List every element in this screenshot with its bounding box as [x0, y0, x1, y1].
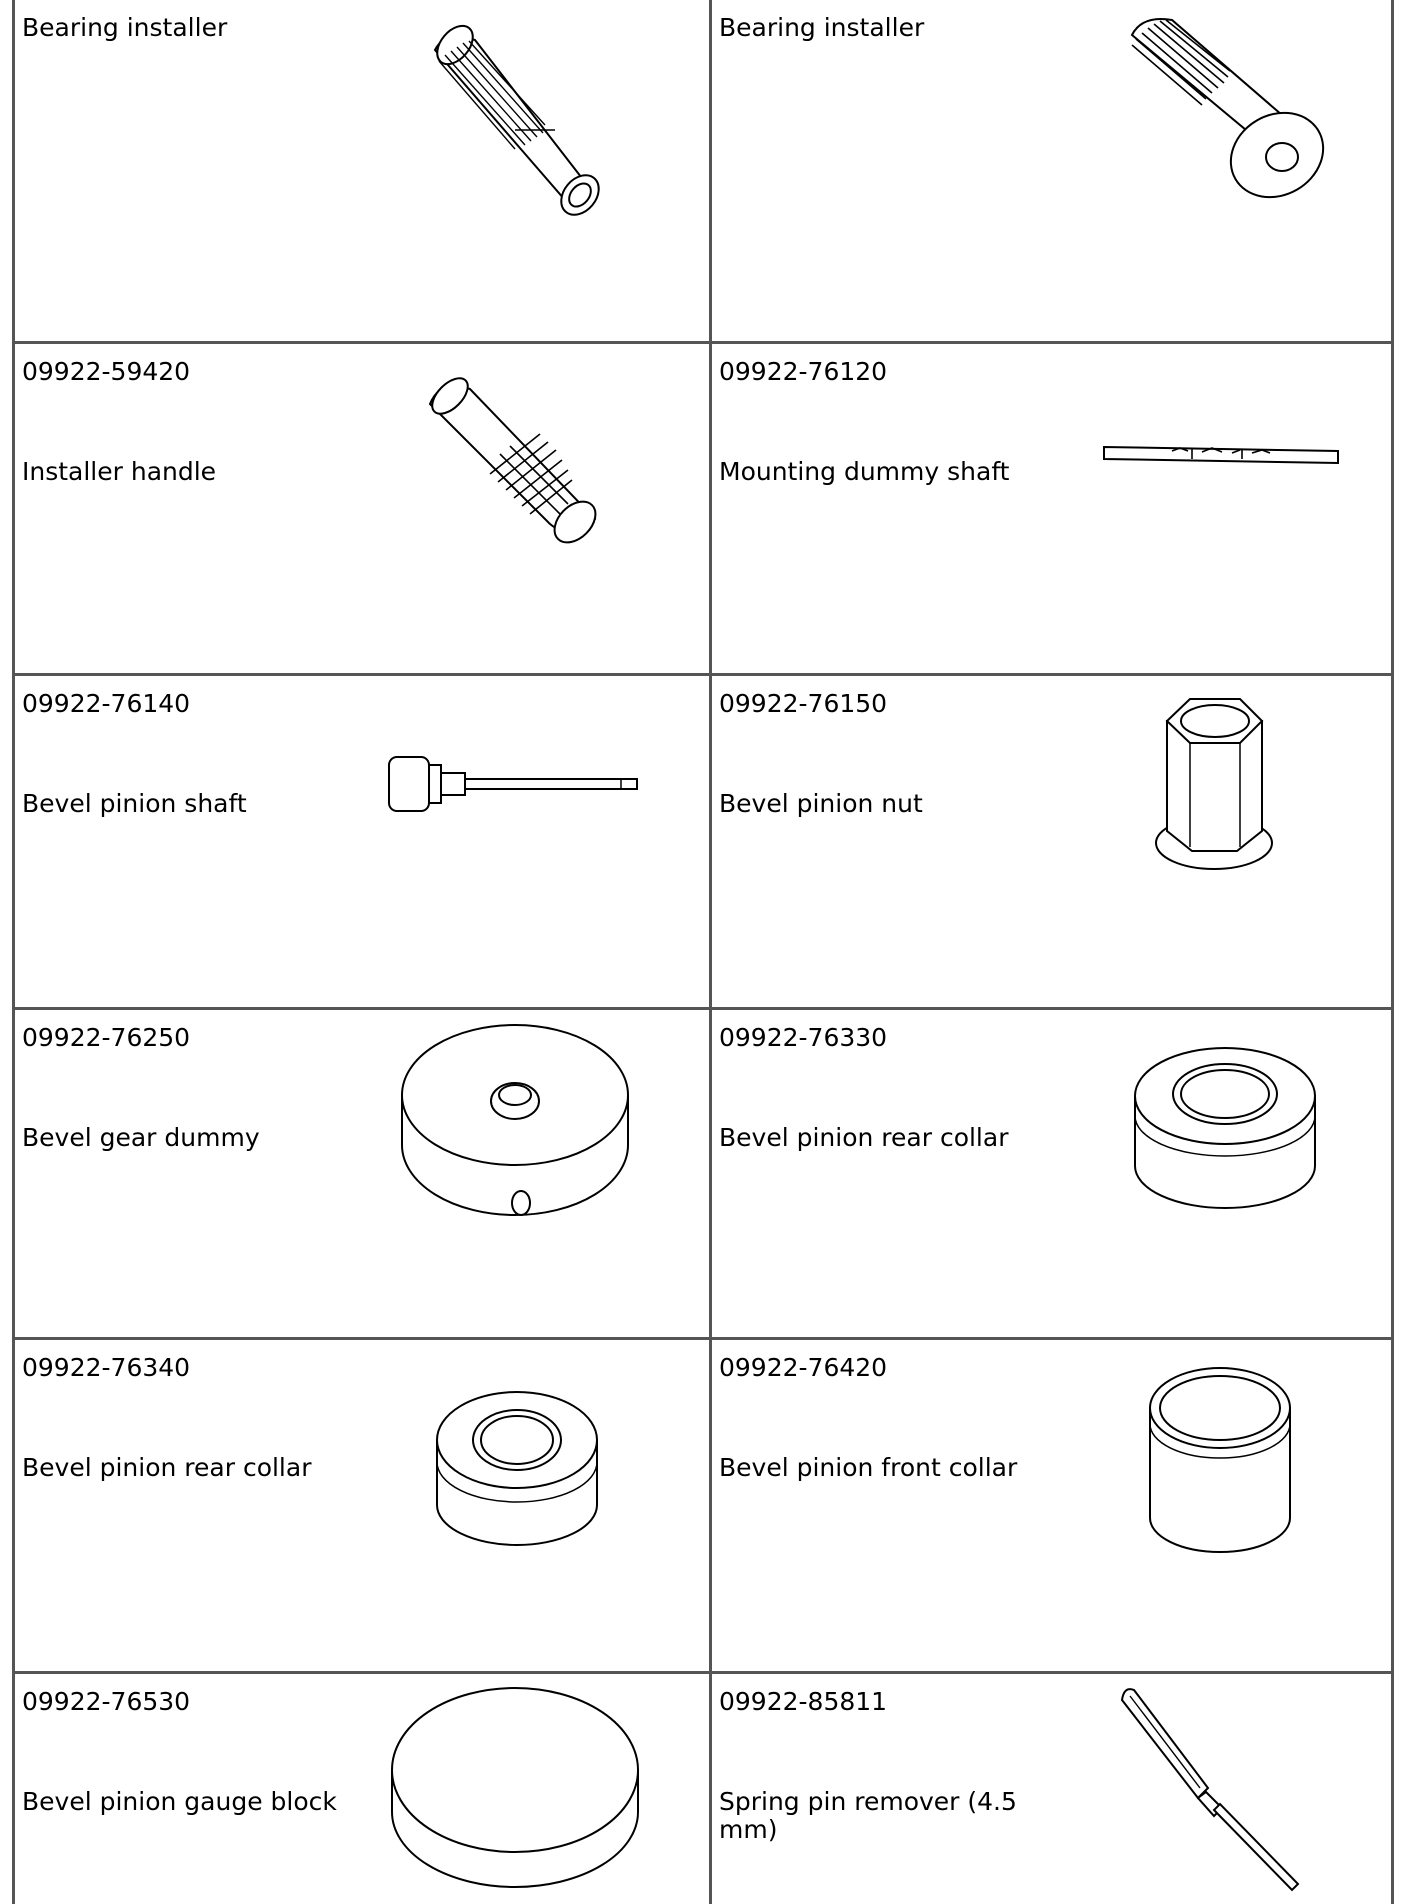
- tool-name: Installer handle: [22, 457, 217, 486]
- spring-pin-remover-icon: [1110, 1680, 1310, 1900]
- tool-cell-09922-76120: [712, 344, 1391, 676]
- part-number: 09922-76530: [22, 1687, 191, 1716]
- tool-name: Bevel pinion rear collar: [22, 1453, 312, 1482]
- rear-collar-icon: [1130, 1038, 1320, 1218]
- tool-cell-09922-76140: [15, 676, 712, 1010]
- part-number: 09922-76330: [719, 1023, 888, 1052]
- tool-cell-bearing-installer-1: [15, 0, 712, 344]
- part-number: 09922-59420: [22, 357, 191, 386]
- gauge-block-icon: [387, 1680, 643, 1894]
- tool-name: Bevel pinion rear collar: [719, 1123, 1009, 1152]
- bearing-installer-flanged-icon: [1102, 15, 1332, 215]
- tool-cell-bearing-installer-2: [712, 0, 1391, 344]
- tool-cell-09922-76420: [712, 1340, 1391, 1674]
- tool-name: Bevel pinion shaft: [22, 789, 247, 818]
- tool-name: Bevel pinion gauge block: [22, 1787, 337, 1816]
- rear-collar-small-icon: [432, 1380, 602, 1555]
- tool-cell-09922-76150: [712, 676, 1391, 1010]
- part-number: 09922-76140: [22, 689, 191, 718]
- tool-name: Bevel gear dummy: [22, 1123, 260, 1152]
- tool-cell-09922-76250: [15, 1010, 712, 1340]
- pinion-shaft-icon: [385, 751, 645, 821]
- tool-cell-09922-76340: [15, 1340, 712, 1674]
- part-number: 09922-76250: [22, 1023, 191, 1052]
- tool-cell-09922-76530: [15, 1674, 712, 1904]
- gear-dummy-disc-icon: [395, 1015, 635, 1225]
- part-number: 09922-76150: [719, 689, 888, 718]
- part-number: 09922-85811: [719, 1687, 888, 1716]
- special-tools-table: [12, 0, 1394, 1904]
- part-number: 09922-76120: [719, 357, 888, 386]
- tool-name: Bevel pinion front collar: [719, 1453, 1018, 1482]
- tool-cell-09922-76330: [712, 1010, 1391, 1340]
- hex-nut-icon: [1152, 691, 1282, 881]
- tool-cell-09922-85811: [712, 1674, 1391, 1904]
- installer-handle-icon: [410, 374, 630, 544]
- tool-name: Bevel pinion nut: [719, 789, 923, 818]
- tool-name: Bearing installer: [719, 13, 925, 42]
- tool-name: Mounting dummy shaft: [719, 457, 1010, 486]
- part-number: 09922-76420: [719, 1353, 888, 1382]
- tool-name: Spring pin remover (4.5 mm): [719, 1787, 1017, 1844]
- dummy-shaft-icon: [1102, 439, 1342, 469]
- part-number: 09922-76340: [22, 1353, 191, 1382]
- bearing-installer-tube-icon: [415, 15, 635, 225]
- tool-cell-09922-59420: [15, 344, 712, 676]
- tool-name: Bearing installer: [22, 13, 228, 42]
- front-collar-icon: [1145, 1358, 1295, 1558]
